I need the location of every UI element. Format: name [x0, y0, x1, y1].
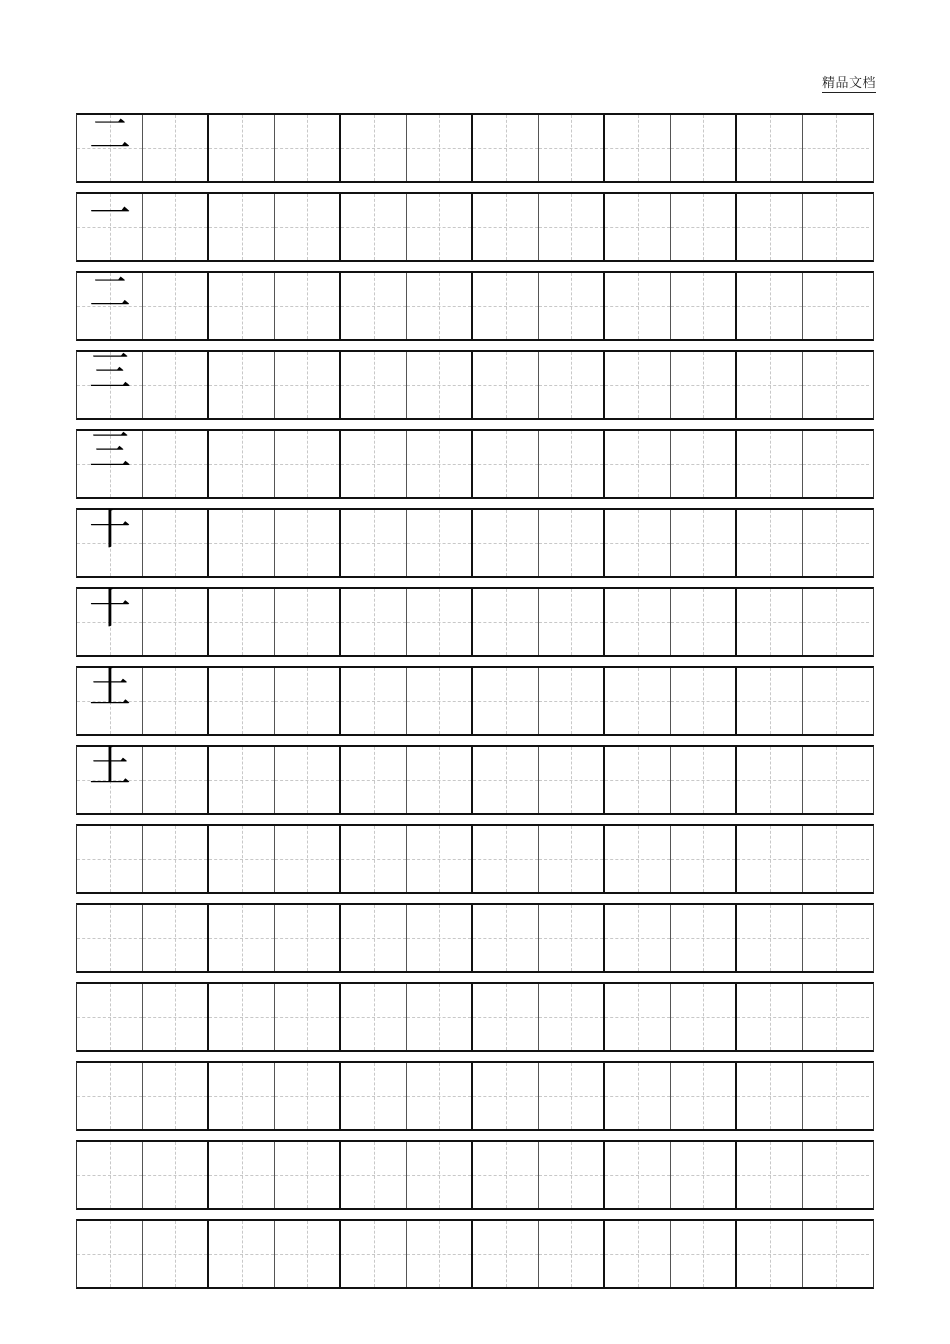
practice-cell: [275, 984, 341, 1050]
practice-cell: [209, 510, 275, 576]
practice-cell: [143, 431, 209, 497]
practice-cell: [539, 273, 605, 339]
model-character: 土: [88, 742, 131, 791]
practice-cell: [803, 1221, 869, 1287]
practice-cell: [737, 1221, 803, 1287]
practice-cell: [407, 668, 473, 734]
practice-cell: [143, 668, 209, 734]
practice-cell: [473, 115, 539, 181]
practice-cell: [341, 668, 407, 734]
practice-cell: [209, 589, 275, 655]
practice-cell: [275, 1142, 341, 1208]
practice-cell: [671, 826, 737, 892]
practice-cell: [671, 905, 737, 971]
practice-cell: [671, 668, 737, 734]
practice-cell: [473, 984, 539, 1050]
practice-row: [76, 1140, 874, 1210]
practice-cell: [737, 273, 803, 339]
practice-cell: [275, 1063, 341, 1129]
practice-cell: [473, 826, 539, 892]
practice-cell: [143, 273, 209, 339]
practice-cell: [737, 510, 803, 576]
model-character: 三: [88, 426, 131, 475]
practice-row: [76, 903, 874, 973]
practice-row: [76, 982, 874, 1052]
practice-cell: [143, 194, 209, 260]
practice-cell: [407, 905, 473, 971]
practice-cell: [539, 510, 605, 576]
practice-cell: [671, 115, 737, 181]
practice-cell: [473, 510, 539, 576]
practice-cell: [539, 668, 605, 734]
practice-cell: [671, 747, 737, 813]
practice-cell: [473, 905, 539, 971]
practice-cell: [473, 273, 539, 339]
practice-cell: [407, 194, 473, 260]
practice-cell: [143, 1142, 209, 1208]
header-label: 精品文档: [822, 72, 876, 93]
practice-cell: [539, 905, 605, 971]
practice-cell: [209, 352, 275, 418]
practice-cell: [209, 273, 275, 339]
practice-cell: [671, 1142, 737, 1208]
practice-cell: [803, 589, 869, 655]
practice-cell: [539, 352, 605, 418]
practice-cell: [671, 510, 737, 576]
practice-cell: [473, 431, 539, 497]
model-char-cell: [77, 1142, 143, 1208]
practice-cell: [209, 747, 275, 813]
practice-cell: [737, 1063, 803, 1129]
model-char-cell: [77, 1221, 143, 1287]
practice-cell: [143, 826, 209, 892]
practice-cell: [605, 115, 671, 181]
practice-row: [76, 824, 874, 894]
practice-cell: [275, 115, 341, 181]
practice-cell: [407, 747, 473, 813]
practice-cell: [341, 1142, 407, 1208]
practice-cell: [803, 826, 869, 892]
practice-cell: [275, 668, 341, 734]
practice-cell: [671, 1221, 737, 1287]
practice-cell: [143, 905, 209, 971]
practice-cell: [407, 826, 473, 892]
model-char-cell: [77, 663, 143, 734]
practice-cell: [671, 1063, 737, 1129]
practice-cell: [737, 589, 803, 655]
practice-cell: [143, 115, 209, 181]
practice-cell: [803, 352, 869, 418]
practice-row: [76, 1061, 874, 1131]
practice-row: [76, 663, 874, 736]
practice-cell: [143, 1063, 209, 1129]
practice-cell: [341, 1063, 407, 1129]
practice-cell: [209, 1142, 275, 1208]
practice-cell: [539, 984, 605, 1050]
practice-cell: [209, 826, 275, 892]
practice-cell: [341, 352, 407, 418]
practice-cell: [737, 194, 803, 260]
practice-cell: [605, 273, 671, 339]
practice-row: [76, 505, 874, 578]
practice-cell: [275, 589, 341, 655]
practice-cell: [473, 194, 539, 260]
practice-cell: [143, 352, 209, 418]
practice-cell: [275, 194, 341, 260]
practice-cell: [275, 905, 341, 971]
practice-cell: [473, 747, 539, 813]
practice-cell: [341, 747, 407, 813]
practice-cell: [605, 1142, 671, 1208]
practice-cell: [737, 905, 803, 971]
practice-cell: [341, 1221, 407, 1287]
practice-cell: [341, 115, 407, 181]
model-char-cell: [77, 268, 143, 339]
practice-row: [76, 584, 874, 657]
practice-cell: [539, 1142, 605, 1208]
practice-cell: [605, 194, 671, 260]
practice-cell: [275, 273, 341, 339]
model-char-cell: [77, 826, 143, 892]
practice-cell: [407, 984, 473, 1050]
practice-cell: [473, 352, 539, 418]
practice-cell: [671, 984, 737, 1050]
practice-cell: [539, 1221, 605, 1287]
practice-cell: [803, 1142, 869, 1208]
practice-cell: [209, 905, 275, 971]
practice-cell: [605, 352, 671, 418]
model-character: 二: [88, 110, 131, 159]
practice-cell: [737, 984, 803, 1050]
model-character: 三: [88, 347, 131, 396]
practice-cell: [737, 668, 803, 734]
practice-cell: [209, 115, 275, 181]
practice-sheet: [76, 110, 874, 1298]
practice-row: [76, 347, 874, 420]
practice-cell: [275, 747, 341, 813]
practice-cell: [605, 984, 671, 1050]
practice-cell: [605, 1063, 671, 1129]
practice-cell: [737, 352, 803, 418]
practice-cell: [605, 747, 671, 813]
model-char-cell: [77, 189, 143, 260]
practice-cell: [407, 1142, 473, 1208]
practice-cell: [803, 905, 869, 971]
practice-cell: [407, 431, 473, 497]
practice-cell: [803, 273, 869, 339]
practice-cell: [803, 668, 869, 734]
model-char-cell: [77, 1063, 143, 1129]
model-char-cell: [77, 984, 143, 1050]
practice-cell: [803, 510, 869, 576]
practice-cell: [407, 589, 473, 655]
practice-cell: [737, 826, 803, 892]
practice-cell: [473, 1063, 539, 1129]
practice-row: [76, 189, 874, 262]
practice-cell: [275, 431, 341, 497]
practice-cell: [275, 352, 341, 418]
model-char-cell: [77, 742, 143, 813]
model-character: 一: [88, 189, 131, 238]
practice-cell: [209, 1221, 275, 1287]
practice-cell: [407, 1221, 473, 1287]
practice-cell: [341, 431, 407, 497]
practice-cell: [407, 510, 473, 576]
practice-cell: [473, 1142, 539, 1208]
practice-cell: [539, 589, 605, 655]
practice-cell: [803, 194, 869, 260]
practice-cell: [341, 984, 407, 1050]
practice-cell: [209, 194, 275, 260]
practice-cell: [605, 668, 671, 734]
practice-cell: [539, 194, 605, 260]
model-char-cell: [77, 347, 143, 418]
practice-cell: [407, 1063, 473, 1129]
practice-cell: [143, 1221, 209, 1287]
practice-row: [76, 742, 874, 815]
practice-cell: [209, 431, 275, 497]
practice-cell: [803, 1063, 869, 1129]
practice-cell: [143, 984, 209, 1050]
practice-cell: [737, 747, 803, 813]
practice-cell: [407, 352, 473, 418]
model-character: 十: [88, 505, 131, 554]
practice-cell: [539, 431, 605, 497]
practice-cell: [209, 668, 275, 734]
practice-cell: [407, 115, 473, 181]
model-character: 二: [88, 268, 131, 317]
practice-cell: [341, 905, 407, 971]
model-char-cell: [77, 426, 143, 497]
practice-cell: [341, 273, 407, 339]
practice-cell: [671, 431, 737, 497]
model-char-cell: [77, 905, 143, 971]
practice-cell: [341, 510, 407, 576]
practice-cell: [275, 1221, 341, 1287]
practice-cell: [209, 1063, 275, 1129]
model-char-cell: [77, 584, 143, 655]
practice-cell: [737, 431, 803, 497]
practice-cell: [341, 194, 407, 260]
practice-row: [76, 268, 874, 341]
practice-cell: [671, 194, 737, 260]
practice-cell: [539, 115, 605, 181]
practice-row: [76, 110, 874, 183]
practice-cell: [341, 589, 407, 655]
practice-cell: [803, 431, 869, 497]
practice-cell: [473, 589, 539, 655]
model-character: 土: [88, 663, 131, 712]
model-char-cell: [77, 505, 143, 576]
practice-cell: [737, 115, 803, 181]
practice-row: [76, 426, 874, 499]
practice-cell: [473, 1221, 539, 1287]
practice-row: [76, 1219, 874, 1289]
practice-cell: [341, 826, 407, 892]
practice-cell: [737, 1142, 803, 1208]
model-character: 十: [88, 584, 131, 633]
practice-cell: [803, 115, 869, 181]
practice-cell: [803, 984, 869, 1050]
practice-cell: [605, 431, 671, 497]
practice-cell: [803, 747, 869, 813]
practice-cell: [473, 668, 539, 734]
practice-cell: [605, 1221, 671, 1287]
practice-cell: [539, 747, 605, 813]
practice-cell: [143, 589, 209, 655]
practice-cell: [143, 747, 209, 813]
practice-cell: [209, 984, 275, 1050]
practice-cell: [605, 826, 671, 892]
practice-cell: [407, 273, 473, 339]
practice-cell: [275, 826, 341, 892]
practice-cell: [671, 589, 737, 655]
practice-cell: [605, 510, 671, 576]
practice-cell: [539, 1063, 605, 1129]
practice-cell: [671, 352, 737, 418]
practice-cell: [605, 589, 671, 655]
practice-cell: [275, 510, 341, 576]
practice-cell: [605, 905, 671, 971]
practice-cell: [671, 273, 737, 339]
model-char-cell: [77, 110, 143, 181]
practice-cell: [143, 510, 209, 576]
practice-cell: [539, 826, 605, 892]
